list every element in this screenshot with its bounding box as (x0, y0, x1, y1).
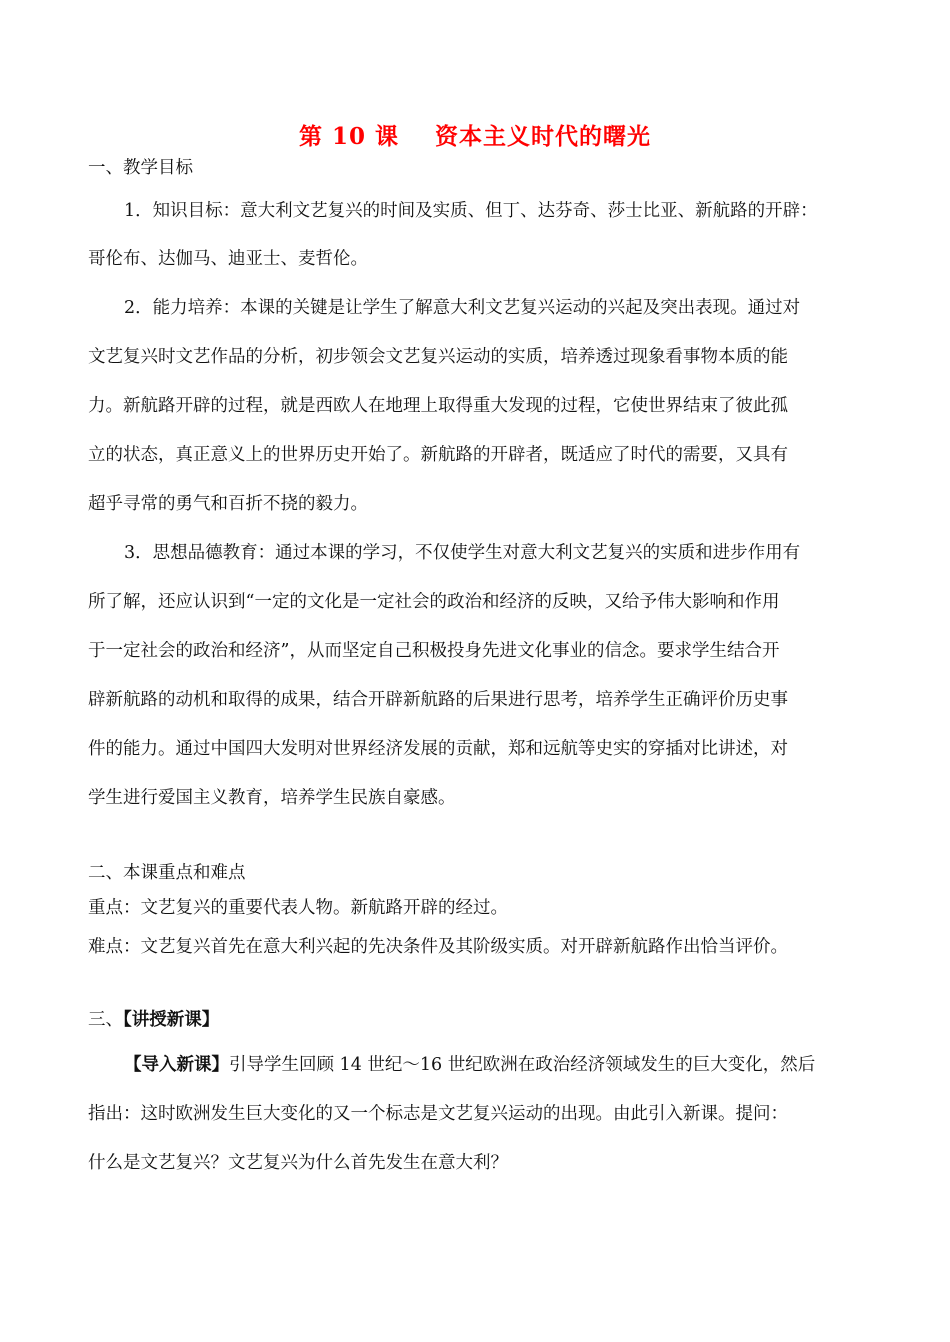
objective-knowledge-line-1: 1．知识目标：意大利文艺复兴的时间及实质、但丁、达芬奇、莎士比亚、新航路的开辟： (124, 201, 818, 221)
objective-ability-line-1: 2．能力培养：本课的关键是让学生了解意大利文艺复兴运动的兴起及突出表现。通过对 (124, 298, 801, 318)
objective-moral-line-1: 3．思想品德教育：通过本课的学习，不仅使学生对意大利文艺复兴的实质和进步作用有 (124, 543, 801, 563)
objective-ability-line-4: 立的状态，真正意义上的世界历史开始了。新航路的开辟者，既适应了时代的需要，又具有 (88, 445, 788, 465)
intro-line-3: 什么是文艺复兴？文艺复兴为什么首先发生在意大利？ (88, 1153, 508, 1173)
objective-knowledge-line-2: 哥伦布、达伽马、迪亚士、麦哲伦。 (88, 249, 368, 269)
objective-ability-line-5: 超乎寻常的勇气和百折不挠的毅力。 (88, 494, 368, 514)
objective-moral-line-5: 件的能力。通过中国四大发明对世界经济发展的贡献，郑和远航等史实的穿插对比讲述，对 (88, 739, 788, 759)
section-number: 三、 (88, 1010, 123, 1030)
intro-line-1 (124, 1053, 904, 1077)
lesson-title: 资本主义时代的曙光 (435, 123, 652, 150)
intro-text: 引导学生回顾 14 世纪～16 世纪欧洲在政治经济领域发生的巨大变化，然后 (229, 1055, 816, 1075)
objective-ability-line-2: 文艺复兴时文艺作品的分析，初步领会文艺复兴运动的实质，培养透过现象看事物本质的能 (88, 347, 788, 367)
section-heading-objectives: 一、教学目标 (88, 158, 193, 178)
difficult-points: 难点：文艺复兴首先在意大利兴起的先决条件及其阶级实质。对开辟新航路作出恰当评价。 (88, 937, 788, 957)
intro-line-2: 指出：这时欧洲发生巨大变化的又一个标志是文艺复兴运动的出现。由此引入新课。提问： (88, 1104, 788, 1124)
lesson-number: 第 10 课 (298, 123, 400, 150)
objective-moral-line-6: 学生进行爱国主义教育，培养学生民族自豪感。 (88, 788, 456, 808)
section-label: 【讲授新课】 (123, 1010, 220, 1030)
objective-moral-line-3: 于一定社会的政治和经济”，从而坚定自己积极投身先进文化事业的信念。要求学生结合开 (88, 641, 780, 661)
section-heading-key-points: 二、本课重点和难点 (88, 863, 246, 883)
objective-ability-line-3: 力。新航路开辟的过程，就是西欧人在地理上取得重大发现的过程，它使世界结束了彼此孤 (88, 396, 788, 416)
section-heading-new-lesson (88, 1008, 868, 1032)
objective-moral-line-4: 辟新航路的动机和取得的成果，结合开辟新航路的后果进行思考，培养学生正确评价历史事 (88, 690, 788, 710)
intro-label: 【导入新课】 (124, 1055, 229, 1075)
page-title (0, 122, 950, 152)
objective-moral-line-2: 所了解，还应认识到“一定的文化是一定社会的政治和经济的反映，又给予伟大影响和作用 (88, 592, 780, 612)
key-points: 重点：文艺复兴的重要代表人物。新航路开辟的经过。 (88, 898, 508, 918)
